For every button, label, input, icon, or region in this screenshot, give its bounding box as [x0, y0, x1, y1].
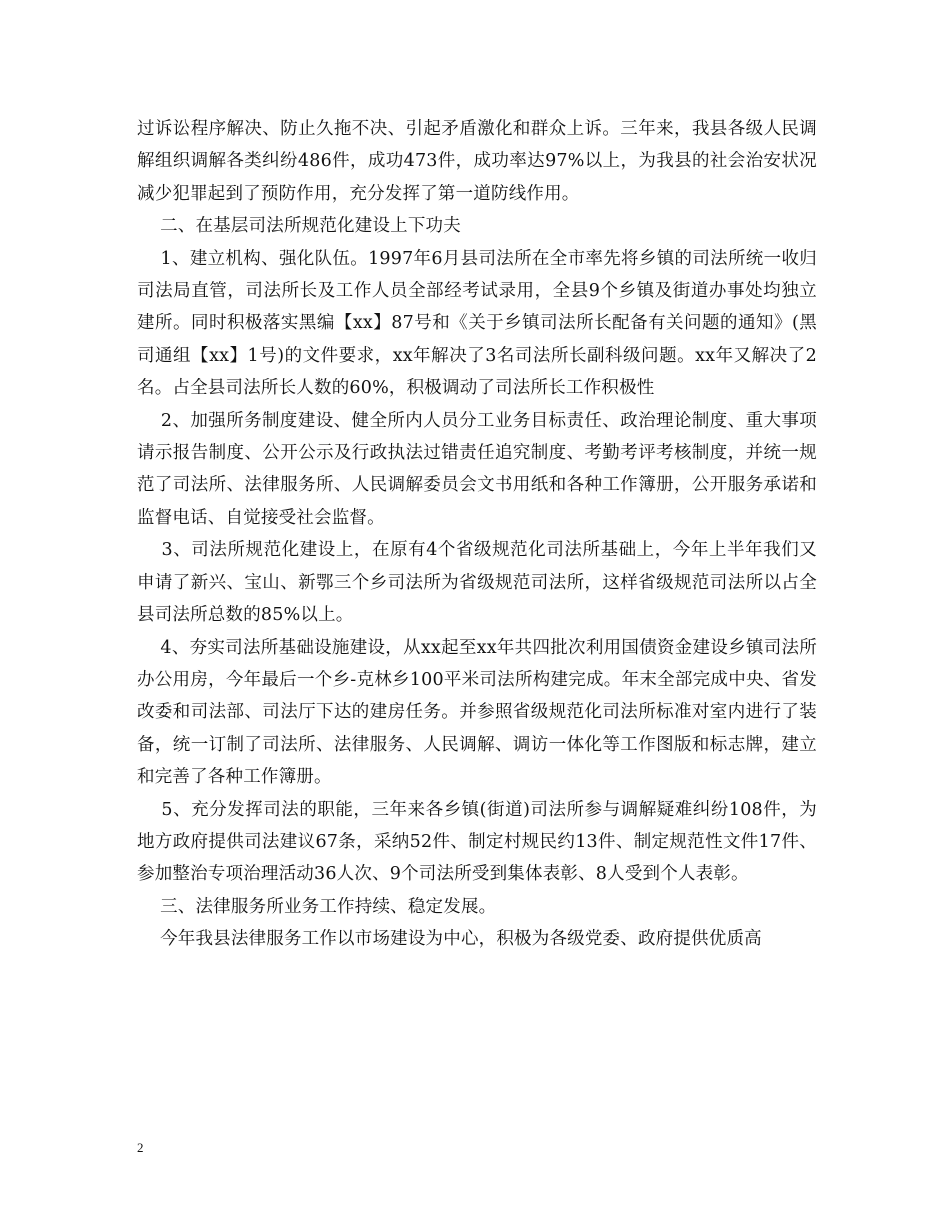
paragraph-section-3-intro: 今年我县法律服务工作以市场建设为中心，积极为各级党委、政府提供优质高	[137, 929, 762, 950]
page-number: 2	[137, 1140, 144, 1155]
section-heading-2: 二、在基层司法所规范化建设上下功夫	[137, 216, 461, 237]
paragraph-item-4: 4、夯实司法所基础设施建设，从xx起至xx年共四批次利用国债资金建设乡镇司法所办公用房，今年最后一个乡-克林乡100平米司法所构建完成。年末全部完成中央、省发改委和司法部、司法厅下达的建房任务。并参照省级规范化司法所标准对室内进行了装备，统一订制了司法所、法律服务、人民调解、调访一体化等工作图版和标志牌，建立和完善了各种工作簿册。	[137, 637, 817, 788]
section-heading-3: 三、法律服务所业务工作持续、稳定发展。	[137, 896, 497, 917]
paragraph-item-2: 2、加强所务制度建设、健全所内人员分工业务目标责任、政治理论制度、重大事项请示报告制度、公开公示及行政执法过错责任追究制度、考勤考评考核制度，并统一规范了司法所、法律服务所、人民调解委员会文书用纸和各种工作簿册，公开服务承诺和监督电话、自觉接受社会监督。	[137, 410, 818, 528]
paragraph-item-3: 3、司法所规范化建设上，在原有4个省级规范化司法所基础上，今年上半年我们又申请了新兴、宝山、新鄂三个乡司法所为省级规范司法所，这样省级规范司法所以占全县司法所总数的85%以上。	[137, 540, 817, 626]
document-body	[137, 113, 817, 956]
paragraph-item-1: 1、建立机构、强化队伍。1997年6月县司法所在全市率先将乡镇的司法所统一收归司法局直管，司法所长及工作人员全部经考试录用，全县9个乡镇及街道办事处均独立建所。同时积极落实黑编【xx】87号和《关于乡镇司法所长配备有关问题的通知》(黑司通组【xx】1号)的文件要求，xx年解决了3名司法所长副科级问题。xx年又解决了2名。占全县司法所长人数的60%，积极调动了司法所长工作积极性	[137, 248, 817, 399]
paragraph-item-5: 5、充分发挥司法的职能，三年来各乡镇(街道)司法所参与调解疑难纠纷108件，为地方政府提供司法建议67条，采纳52件、制定村规民约13件、制定规范性文件17件、参加整治专项治理活动36人次、9个司法所受到集体表彰、8人受到个人表彰。	[137, 799, 817, 885]
paragraph-continuation: 过诉讼程序解决、防止久拖不决、引起矛盾激化和群众上诉。三年来，我县各级人民调解组织调解各类纠纷486件，成功473件，成功率达97%以上，为我县的社会治安状况减少犯罪起到了预防作用，充分发挥了第一道防线作用。	[137, 119, 817, 204]
